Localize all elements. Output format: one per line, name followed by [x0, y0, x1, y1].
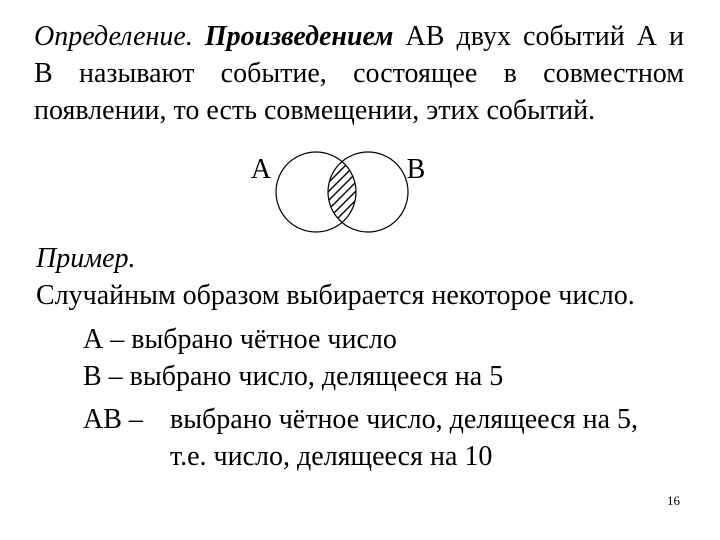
definition-term-bold: Произведением: [204, 21, 394, 52]
event-a-label: А: [250, 154, 272, 185]
definition-paragraph: [34, 18, 684, 129]
event-b-label: В: [406, 154, 426, 185]
venn-diagram: [240, 145, 440, 240]
event-ab-text-line-2: т.е. число, делящееся на 10: [170, 441, 493, 472]
example-heading: Пример.: [36, 243, 136, 274]
event-ab-definition: [83, 401, 638, 475]
event-ab-label: АВ –: [83, 404, 143, 435]
definition-line-1-rest: АВ двух событий А и: [405, 21, 685, 52]
event-a-definition: А – выбрано чётное число: [83, 324, 397, 355]
example-intro: Случайным образом выбирается некоторое число.: [36, 280, 635, 311]
event-b-definition: В – выбрано число, делящееся на 5: [83, 361, 504, 392]
definition-line-2: В называют событие, состоящее в совместном: [34, 58, 684, 89]
definition-term: Определение.: [34, 21, 193, 52]
definition-line-3: появлении, то есть совмещении, этих событий.: [34, 95, 596, 126]
definition-line-1: [34, 18, 684, 55]
page-number: 16: [667, 493, 680, 508]
event-ab-text-line-1: выбрано чётное число, делящееся на 5,: [170, 404, 639, 435]
event-ab-text: [170, 401, 638, 475]
